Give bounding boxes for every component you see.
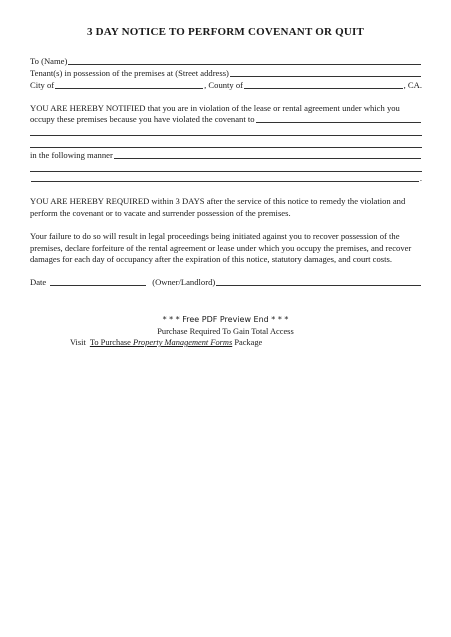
manner-end-mark: . <box>419 173 422 183</box>
manner-label: in the following manner <box>30 150 113 160</box>
city-label: City of <box>30 80 55 90</box>
date-blank[interactable] <box>50 277 146 286</box>
manner-blank-line-2[interactable] <box>30 171 422 172</box>
owner-signature-blank[interactable] <box>216 277 421 286</box>
tenants-label: Tenant(s) in possession of the premises at (Street address) <box>30 68 229 78</box>
to-name-row <box>30 56 422 67</box>
covenant-blank-line-2[interactable] <box>30 135 422 136</box>
to-name-label: To (Name) <box>30 56 68 66</box>
visit-line <box>70 337 262 348</box>
purchase-link-suffix: Package <box>232 338 263 347</box>
purchase-link-product: Property Management Forms <box>132 338 233 347</box>
covenant-blank[interactable] <box>256 114 421 123</box>
notified-row-2 <box>30 114 422 125</box>
signature-row <box>30 277 422 288</box>
visit-label: Visit <box>70 338 86 347</box>
state-label: , CA. <box>403 80 422 90</box>
covenant-blank-line-3[interactable] <box>30 147 422 148</box>
manner-row <box>30 150 422 161</box>
document-title: 3 DAY NOTICE TO PERFORM COVENANT OR QUIT <box>86 26 365 38</box>
manner-blank-line-3[interactable] <box>31 173 419 182</box>
purchase-link[interactable] <box>90 338 232 347</box>
covenant-label: occupy these premises because you have violated the covenant to <box>30 114 255 124</box>
manner-blank[interactable] <box>114 150 421 159</box>
purchase-required-notice: Purchase Required To Gain Total Access <box>157 327 294 336</box>
county-label: , County of <box>204 80 244 90</box>
city-county-row <box>30 80 422 91</box>
preview-end-notice: * * * Free PDF Preview End * * * <box>162 315 289 324</box>
date-label: Date <box>30 277 47 287</box>
county-blank[interactable] <box>244 80 403 89</box>
manner-row-3 <box>30 173 422 184</box>
failure-paragraph: Your failure to do so will result in legal proceedings being initiated against you to recover possession of the premises, declare forfeiture of the rental agreement or lease under which you occupy the premises, and recover damages for each day of occupancy after the expiration of this notice, statutory damages, and court costs. <box>30 231 412 264</box>
purchase-link-prefix: To Purchase <box>89 338 133 347</box>
notified-row-1 <box>30 103 422 114</box>
tenants-row <box>30 68 422 79</box>
city-blank[interactable] <box>55 80 203 89</box>
owner-label: (Owner/Landlord) <box>152 277 216 287</box>
required-paragraph: YOU ARE HEREBY REQUIRED within 3 DAYS after the service of this notice to remedy the violation and perform the covenant or to vacate and surrender possession of the premises. <box>30 196 406 218</box>
notified-text: YOU ARE HEREBY NOTIFIED that you are in violation of the lease or rental agreement under which you <box>30 103 400 113</box>
street-address-blank[interactable] <box>230 68 421 77</box>
to-name-blank[interactable] <box>68 56 421 65</box>
